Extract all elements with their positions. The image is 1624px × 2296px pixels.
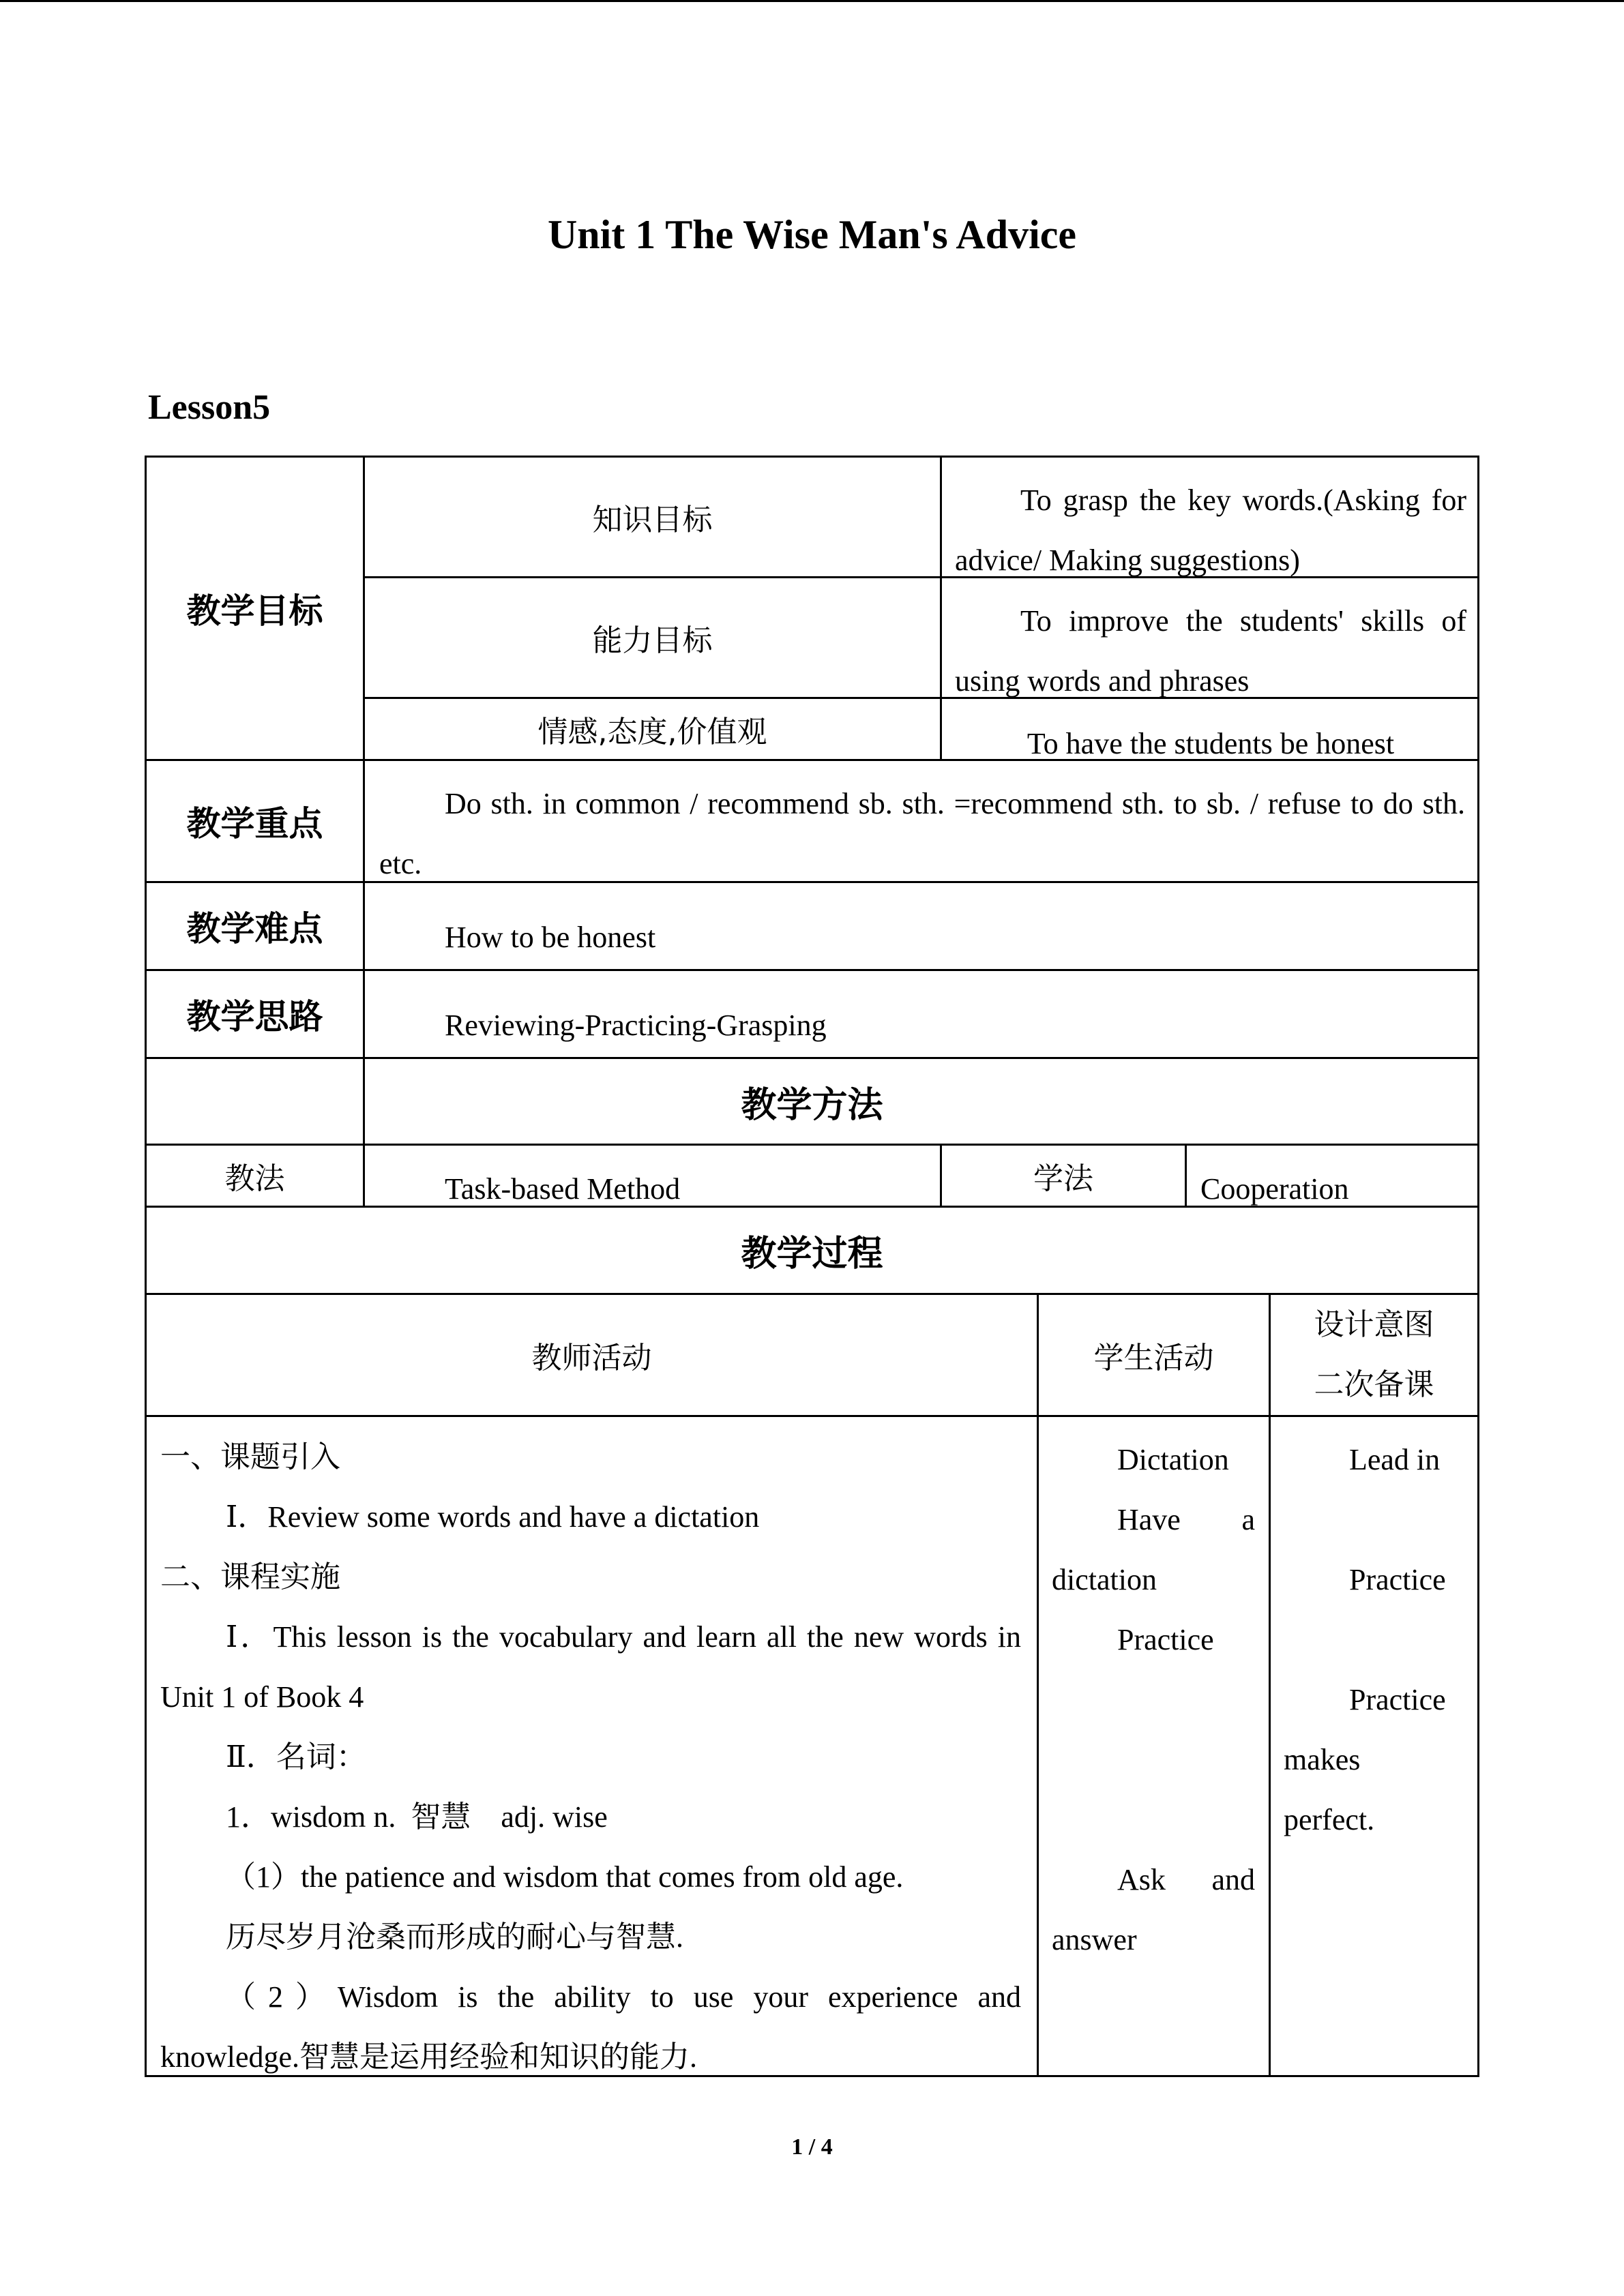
lesson-label: Lesson5 (148, 388, 271, 427)
teacher-line-nouns: Ⅱ．名词： (226, 1740, 366, 1774)
objective-text-ability: To improve the students' skills of using words and phrases (955, 604, 1466, 698)
teaching-method-value: Task-based Method (445, 1172, 681, 1206)
teacher-line-translation-1: 历尽岁月沧桑而形成的耐心与智慧. (226, 1920, 683, 1954)
teacher-line-review: Ⅰ．Review some words and have a dictation (226, 1500, 760, 1534)
thinking-label: 教学思路 (186, 997, 323, 1037)
design-header (1271, 1295, 1477, 1415)
objectives-label: 教学目标 (186, 591, 323, 631)
objective-name-attitude: 情感,态度,价值观 (537, 715, 767, 749)
page-number: 1 / 4 (791, 2134, 833, 2160)
difficulties-text: How to be honest (445, 921, 656, 954)
key-points-text: Do sth. in common / recommend sb. sth. =recommend sth. to sb. / refuse to do sth. etc. (379, 787, 1465, 880)
objective-text-attitude: To have the students be honest (1027, 727, 1395, 760)
learning-method-value: Cooperation (1200, 1172, 1349, 1206)
teacher-line-vocabulary: Ⅰ．This lesson is the vocabulary and learn all the new words in Unit 1 of Book 4 (160, 1620, 1021, 1714)
key-points-label: 教学重点 (186, 804, 323, 844)
section-implementation-heading: 二、课程实施 (160, 1560, 340, 1594)
student-activity-ask-answer: Ask and answer (1052, 1863, 1255, 1956)
design-intent-header: 设计意图 (1314, 1307, 1434, 1342)
objective-text-knowledge: To grasp the key words.(Asking for advice/ Making suggestions) (955, 483, 1466, 577)
objective-name-knowledge: 知识目标 (592, 503, 713, 537)
design-lead-in: Lead in (1349, 1443, 1441, 1476)
page-top-border (0, 0, 1624, 2)
design-practice-2: Practice (1349, 1683, 1446, 1716)
teacher-activity-content (160, 1427, 1021, 2087)
design-makes-perfect: makes perfect. (1284, 1743, 1375, 1836)
process-heading: 教学过程 (741, 1234, 883, 1274)
teacher-line-wisdom: 1．wisdom n. 智慧 adj. wise (226, 1800, 608, 1834)
student-activity-practice: Practice (1117, 1623, 1214, 1656)
student-activity-have-dictation: Have a dictation (1052, 1503, 1255, 1596)
section-intro-heading: 一、课题引入 (160, 1440, 340, 1474)
student-activity-header: 学生活动 (1093, 1341, 1214, 1375)
document-title: Unit 1 The Wise Man's Advice (547, 212, 1077, 257)
learning-method-label: 学法 (1033, 1161, 1093, 1196)
thinking-text: Reviewing-Practicing-Grasping (445, 1009, 827, 1042)
student-activity-dictation: Dictation (1117, 1443, 1229, 1476)
teacher-activity-header: 教师活动 (531, 1341, 652, 1375)
teacher-line-example-2: （2）Wisdom is the ability to use your experience and knowledge.智慧是运用经验和知识的能力. (160, 1980, 1021, 2074)
teaching-method-label: 教法 (224, 1161, 285, 1196)
second-prep-header: 二次备课 (1314, 1367, 1434, 1402)
methods-heading: 教学方法 (741, 1084, 883, 1126)
objective-name-ability: 能力目标 (592, 623, 713, 658)
difficulties-label: 教学难点 (186, 909, 323, 949)
teacher-line-example-1: （1）the patience and wisdom that comes from old age. (226, 1860, 904, 1894)
design-practice-1: Practice (1349, 1563, 1446, 1596)
